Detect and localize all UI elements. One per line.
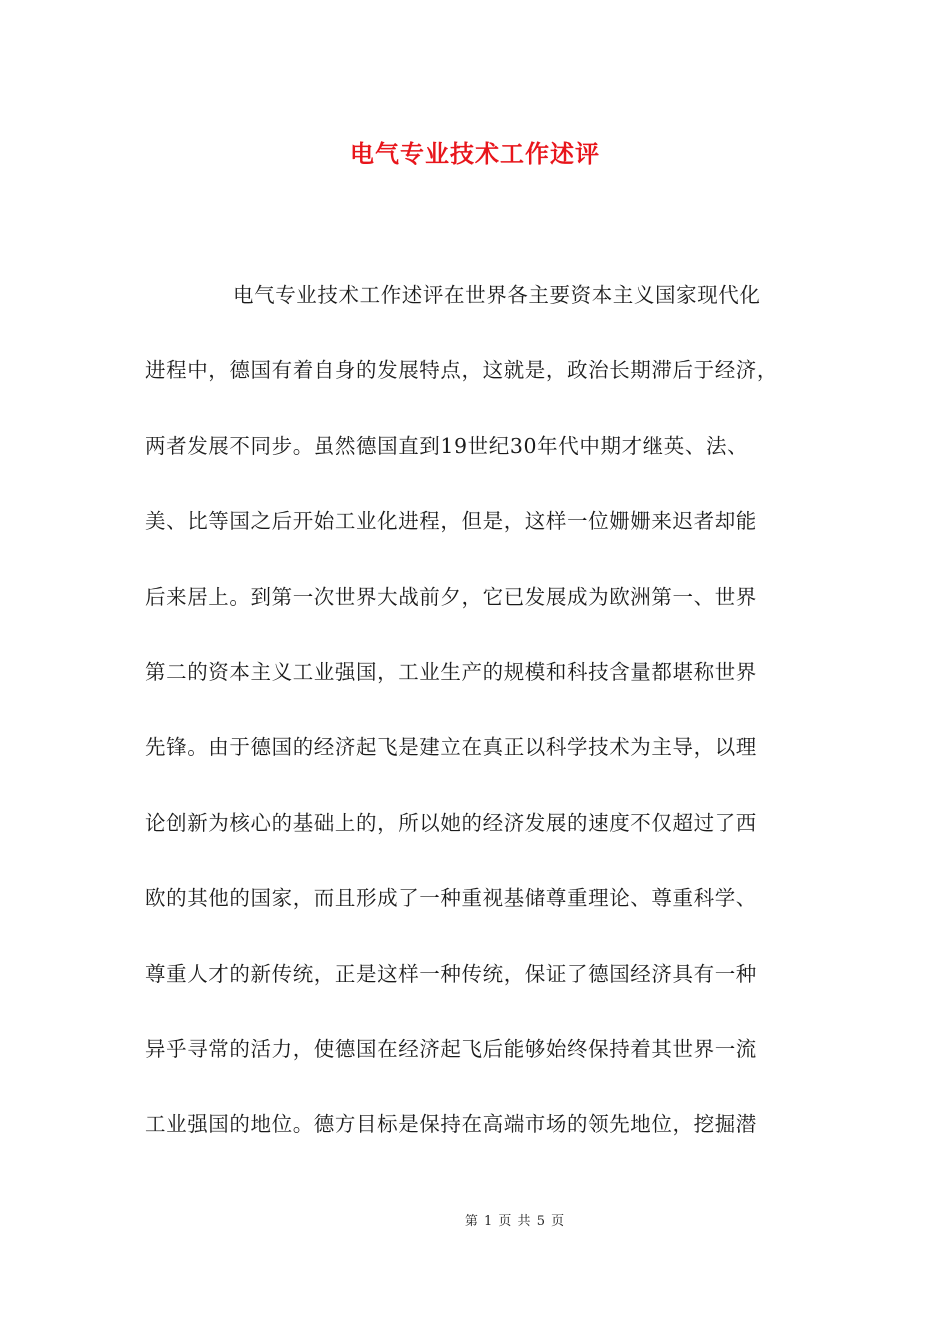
body-line: 工业强国的地位。德方目标是保持在高端市场的领先地位，挖掘潜 (145, 1112, 757, 1137)
body-line: 先锋。由于德国的经济起飞是建立在真正以科学技术为主导，以理 (145, 735, 757, 760)
body-line: 异乎寻常的活力，使德国在经济起飞后能够始终保持着其世界一流 (145, 1036, 757, 1061)
body-line: 论创新为核心的基础上的，所以她的经济发展的速度不仅超过了西 (145, 810, 757, 835)
body-line: 尊重人才的新传统，正是这样一种传统，保证了德国经济具有一种 (145, 961, 757, 986)
body-line: 欧的其他的国家，而且形成了一种重视基储尊重理论、尊重科学、 (145, 886, 757, 911)
body-line: 后来居上。到第一次世界大战前夕，它已发展成为欧洲第一、世界 (145, 584, 757, 609)
body-line: 进程中，德国有着自身的发展特点，这就是，政治长期滞后于经济， (145, 358, 778, 383)
body-line: 电气专业技术工作述评在世界各主要资本主义国家现代化 (233, 283, 761, 307)
body-line: 美、比等国之后开始工业化进程，但是，这样一位姗姗来迟者却能 (145, 509, 757, 534)
document-title: 电气专业技术工作述评 (350, 139, 600, 168)
document-body (145, 280, 815, 1185)
body-line: 两者发展不同步。虽然德国直到19世纪30年代中期才继英、法、 (145, 433, 749, 458)
page-number-footer: 第 1 页 共 5 页 (464, 1214, 566, 1229)
body-line: 第二的资本主义工业强国，工业生产的规模和科技含量都堪称世界 (145, 659, 757, 684)
